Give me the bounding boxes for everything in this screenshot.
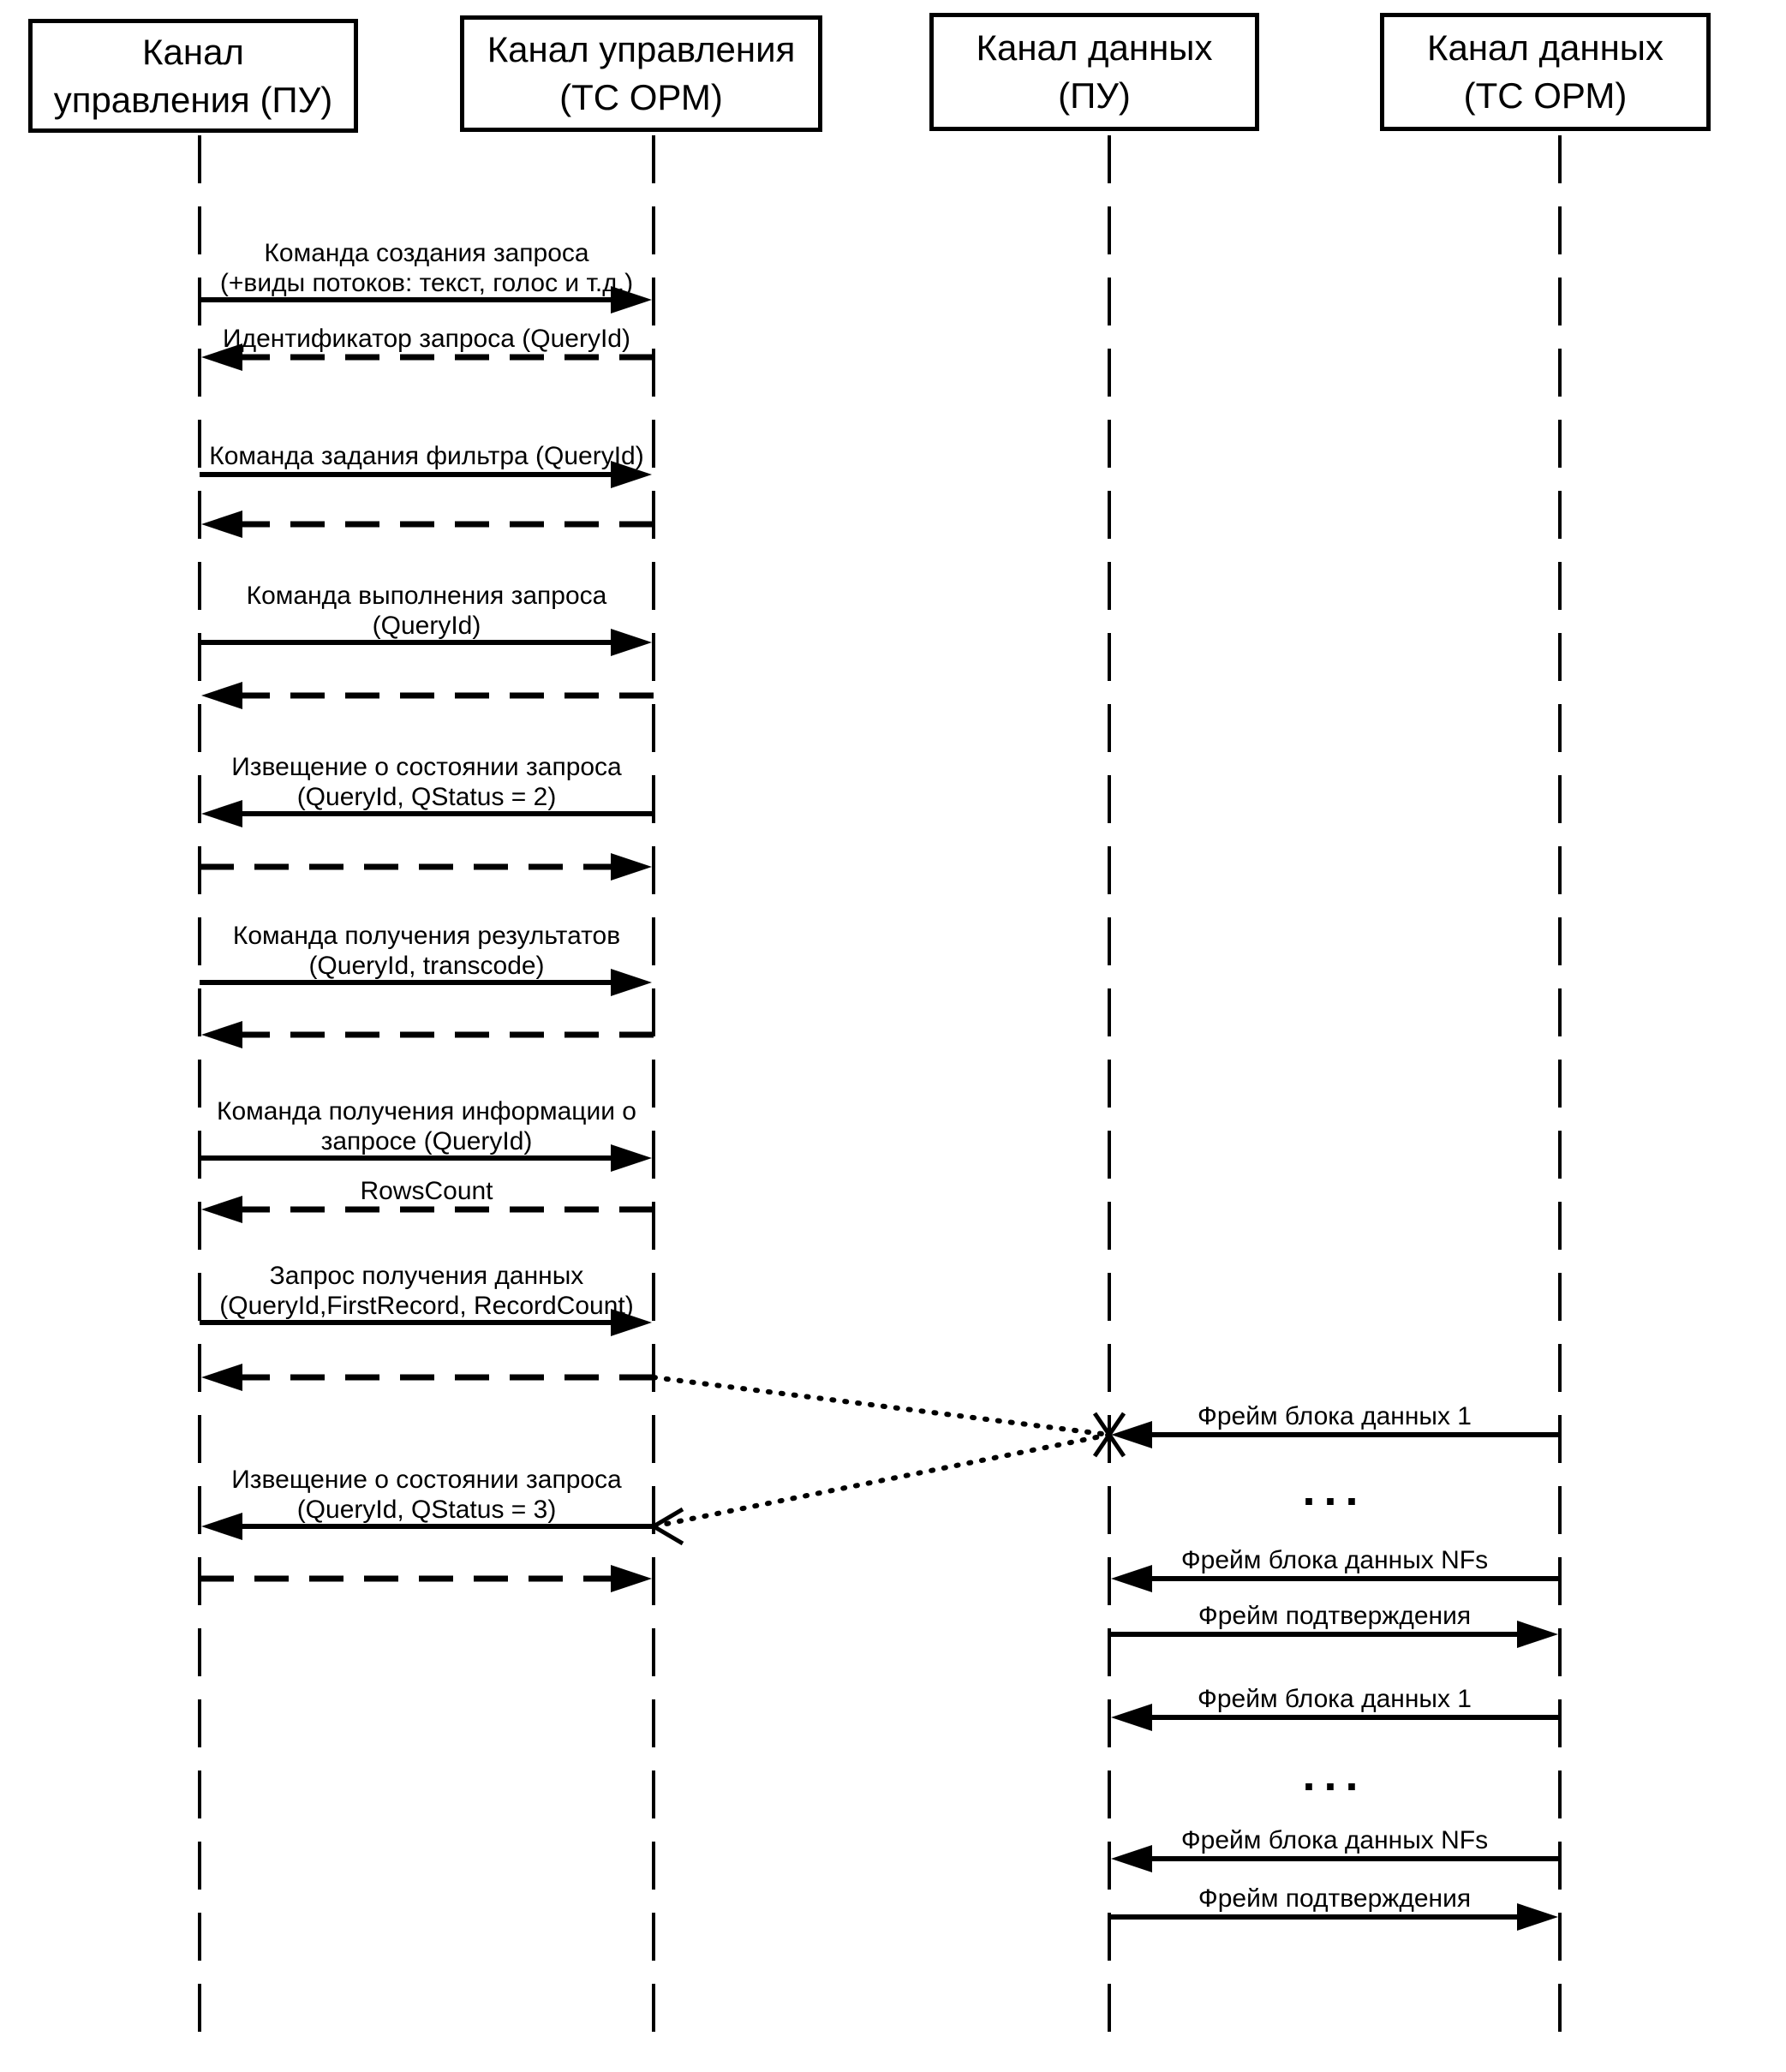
connector-openhead-trigger-status-3: [654, 1526, 683, 1544]
actor-box-control-pu: [28, 19, 358, 133]
message-arrowhead-get-query-info: [611, 1144, 652, 1172]
message-label-execute-query: Команда выполнения запроса: [246, 582, 607, 610]
actor-label: (ТС ОРМ): [1463, 75, 1628, 116]
message-arrowhead-status-2-ack: [611, 853, 652, 881]
actor-label: Канал: [142, 31, 244, 72]
message-label-execute-query: (QueryId): [372, 612, 481, 640]
actor-label: Канал данных: [976, 27, 1213, 68]
message-arrowhead-data-frame-nfs-second: [1111, 1845, 1152, 1872]
message-label-data-frame-1-first: Фрейм блока данных 1: [1198, 1402, 1472, 1430]
message-arrowhead-get-data-ack: [201, 1364, 242, 1391]
message-label-get-query-info: Команда получения информации о: [217, 1097, 636, 1126]
message-label-get-results: Команда получения результатов: [232, 922, 621, 950]
message-label-get-data-request: (QueryId,FirstRecord, RecordCount): [219, 1292, 634, 1320]
actor-label: управления (ПУ): [53, 79, 333, 120]
message-arrowhead-status-notification-2: [201, 800, 242, 827]
message-arrowhead-data-frame-1-second: [1111, 1704, 1152, 1731]
message-arrowhead-get-results-ack: [201, 1021, 242, 1048]
actor-label: Канал данных: [1427, 27, 1664, 68]
ellipsis-frames-gap-first: ...: [1302, 1464, 1367, 1515]
actor-box-control-tc-orm: [460, 15, 822, 132]
actor-box-data-tc-orm: [1380, 13, 1711, 131]
message-arrowhead-data-frame-nfs-first: [1111, 1565, 1152, 1592]
actor-label: (ПУ): [1058, 75, 1131, 116]
message-label-set-filter: Команда задания фильтра (QueryId): [209, 442, 644, 470]
message-arrowhead-status-3-ack: [611, 1565, 652, 1592]
message-label-query-id-response: Идентификатор запроса (QueryId): [223, 325, 630, 353]
message-arrowhead-execute-query-ack: [201, 682, 242, 709]
message-label-status-notification-3: Извещение о состоянии запроса: [231, 1466, 622, 1494]
message-arrowhead-rows-count-response: [201, 1196, 242, 1223]
message-arrowhead-status-notification-3: [201, 1513, 242, 1540]
message-label-get-results: (QueryId, transcode): [308, 952, 545, 980]
actor-label: (ТС ОРМ): [559, 77, 723, 117]
message-arrowhead-confirmation-frame-first: [1517, 1621, 1558, 1648]
actor-box-data-pu: [929, 13, 1259, 131]
actor-label: Канал управления: [487, 29, 796, 69]
message-label-rows-count-response: RowsCount: [360, 1177, 493, 1205]
message-arrowhead-get-results: [611, 969, 652, 996]
message-label-status-notification-2: Извещение о состоянии запроса: [231, 753, 622, 781]
connector-line-trigger-data-transfer: [654, 1377, 1109, 1435]
message-arrowhead-execute-query: [611, 629, 652, 656]
message-label-data-frame-nfs-first: Фрейм блока данных NFs: [1180, 1546, 1489, 1574]
message-label-confirmation-frame-second: Фрейм подтверждения: [1198, 1884, 1472, 1913]
connector-line-trigger-status-3: [654, 1435, 1109, 1526]
message-label-get-query-info: запросе (QueryId): [320, 1127, 533, 1155]
ellipsis-frames-gap-second: ...: [1302, 1749, 1367, 1800]
message-label-create-query: Команда создания запроса: [264, 239, 589, 267]
message-label-create-query: (+виды потоков: текст, голос и т.д.): [219, 269, 634, 297]
message-label-status-notification-2: (QueryId, QStatus = 2): [296, 783, 557, 811]
message-arrowhead-confirmation-frame-second: [1517, 1903, 1558, 1931]
message-arrowhead-set-filter-ack: [201, 511, 242, 538]
message-label-confirmation-frame-first: Фрейм подтверждения: [1198, 1602, 1472, 1630]
message-label-data-frame-nfs-second: Фрейм блока данных NFs: [1180, 1826, 1489, 1854]
message-label-status-notification-3: (QueryId, QStatus = 3): [296, 1496, 557, 1524]
message-label-get-data-request: Запрос получения данных: [269, 1262, 584, 1290]
message-label-data-frame-1-second: Фрейм блока данных 1: [1198, 1685, 1472, 1713]
